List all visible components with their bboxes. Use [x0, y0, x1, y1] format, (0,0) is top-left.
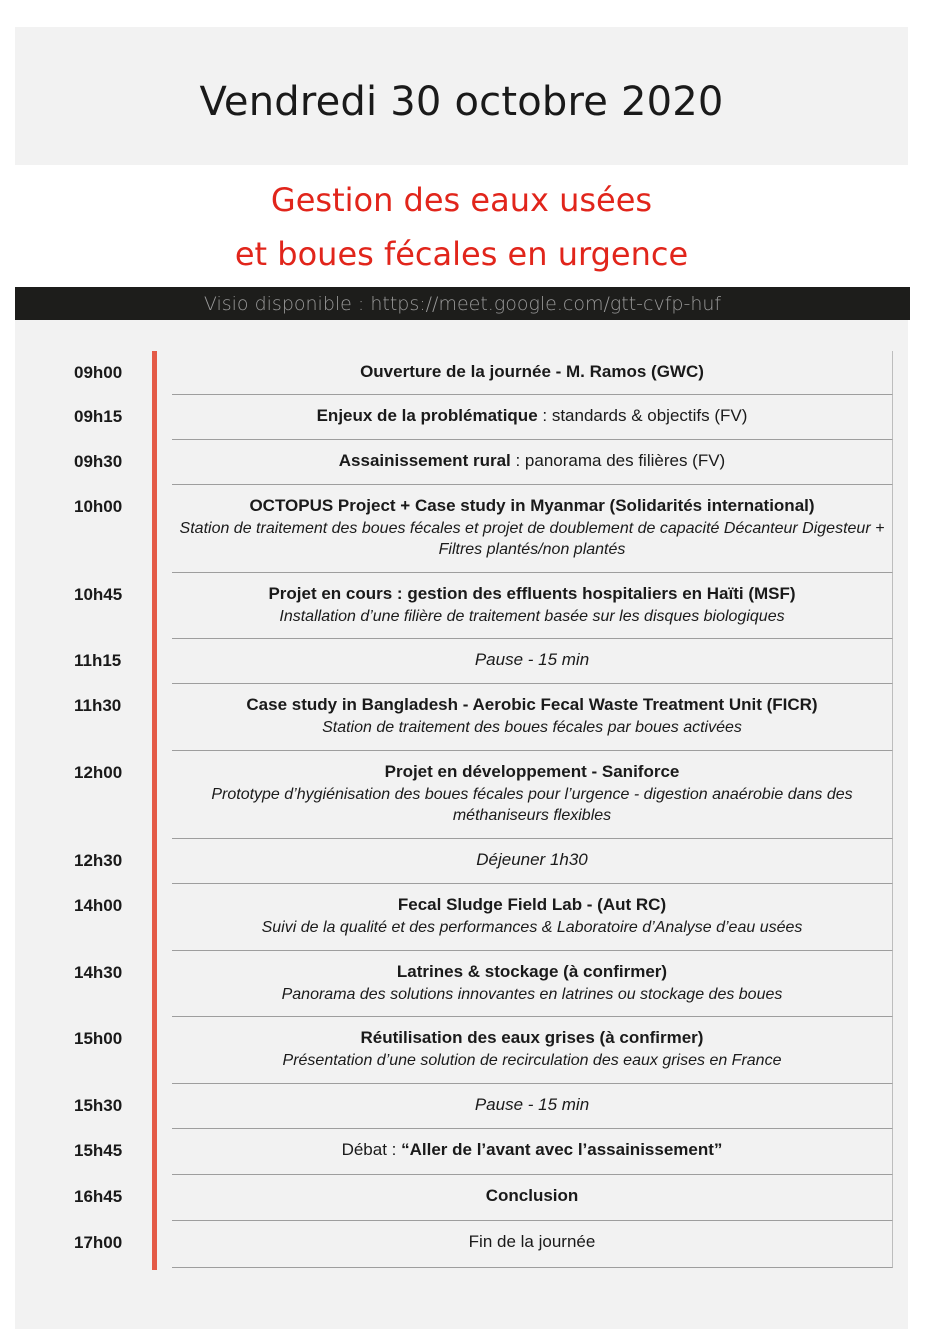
subtitle-block [15, 165, 908, 287]
schedule-title [172, 650, 892, 670]
schedule-description: Suivi de la qualité et des performances & Laboratoire d’Analyse d’eau usées [261, 919, 803, 936]
schedule-row [0, 1084, 940, 1129]
schedule-title [172, 962, 892, 982]
schedule-cell [172, 751, 893, 839]
schedule-title [172, 1140, 892, 1160]
schedule-title [172, 762, 892, 782]
schedule-row [0, 839, 940, 884]
schedule-description: Présentation d’une solution de recirculation des eaux grises en France [282, 1052, 782, 1069]
schedule-row [0, 1017, 940, 1084]
schedule-cell [172, 1017, 893, 1084]
schedule-description: Prototype d’hygiénisation des boues fécales pour l’urgence - digestion anaérobie dans des méthaniseurs flexibles [211, 786, 853, 824]
schedule-time: 15h00 [74, 1029, 123, 1048]
schedule-plain-label: Fin de la journée [468, 1232, 596, 1251]
schedule-cell [172, 395, 893, 440]
schedule-row [0, 1129, 940, 1175]
schedule-title [172, 895, 892, 915]
schedule-title-bold: Enjeux de la problématique [316, 406, 538, 425]
schedule-cell [172, 1129, 893, 1175]
schedule-time: 09h00 [74, 363, 123, 382]
schedule-title-bold: Assainissement rural [338, 451, 511, 470]
schedule-row [0, 639, 940, 684]
schedule-time: 12h00 [74, 763, 123, 782]
visio-banner [15, 287, 910, 320]
schedule-cell [172, 684, 893, 751]
schedule-cell [172, 1084, 893, 1129]
visio-link-text[interactable]: Visio disponible : https://meet.google.com/gtt-cvfp-huf [203, 292, 722, 315]
schedule-title-bold: OCTOPUS Project + Case study in Myanmar (Solidarités international) [249, 496, 815, 515]
schedule-title [172, 850, 892, 870]
schedule-cell [172, 951, 893, 1017]
schedule-title-bold: Projet en cours : gestion des effluents hospitaliers en Haïti (MSF) [268, 584, 796, 603]
schedule-time: 12h30 [74, 851, 123, 870]
schedule-time: 11h15 [74, 651, 122, 670]
schedule-title [172, 362, 892, 382]
page-title: Vendredi 30 octobre 2020 [199, 79, 724, 125]
schedule-title-bold: Conclusion [485, 1186, 579, 1205]
schedule-cell [172, 573, 893, 639]
schedule-cell [172, 440, 893, 485]
schedule-title [172, 695, 892, 715]
schedule-row [0, 1221, 940, 1268]
schedule-time: 10h45 [74, 585, 123, 604]
schedule-cell [172, 639, 893, 684]
schedule-title [172, 406, 892, 426]
schedule-time: 16h45 [74, 1187, 123, 1206]
schedule-description: Station de traitement des boues fécales et projet de doublement de capacité Décanteur Digesteur + Filtres plantés/non plantés [179, 520, 885, 558]
schedule-break-label: Déjeuner 1h30 [476, 850, 588, 869]
schedule-row [0, 573, 940, 639]
schedule-row [0, 440, 940, 485]
subtitle-line-1: Gestion des eaux usées [270, 181, 653, 219]
schedule-time: 14h00 [74, 896, 123, 915]
schedule-row [0, 1175, 940, 1221]
schedule-description: Station de traitement des boues fécales par boues activées [322, 719, 742, 736]
subtitle-line-2: et boues fécales en urgence [234, 235, 689, 273]
schedule-cell [172, 485, 893, 573]
schedule-time: 10h00 [74, 497, 123, 516]
schedule-title [172, 584, 892, 604]
schedule-title-bold: Case study in Bangladesh - Aerobic Fecal Waste Treatment Unit (FICR) [246, 695, 818, 714]
schedule-row [0, 485, 940, 573]
schedule-break-label: Pause - 15 min [474, 650, 590, 669]
schedule-cell [172, 839, 893, 884]
schedule-row [0, 351, 940, 395]
schedule-row [0, 884, 940, 951]
schedule-title-bold: Projet en développement - Saniforce [384, 762, 680, 781]
schedule-title-bold: Réutilisation des eaux grises (à confirmer) [360, 1028, 704, 1047]
schedule-title-rest: : standards & objectifs (FV) [537, 406, 748, 425]
schedule-time: 17h00 [74, 1233, 123, 1252]
schedule-cell [172, 884, 893, 951]
schedule-row [0, 684, 940, 751]
schedule-time: 15h30 [74, 1096, 123, 1115]
title-block [15, 27, 908, 165]
schedule-time: 09h30 [74, 452, 123, 471]
schedule-cell [172, 1221, 893, 1268]
schedule-time: 15h45 [74, 1141, 123, 1160]
schedule-time: 09h15 [74, 407, 123, 426]
schedule-title [172, 1028, 892, 1048]
schedule-title-bold: Latrines & stockage (à confirmer) [396, 962, 668, 981]
schedule-title-bold: Ouverture de la journée - M. Ramos (GWC) [360, 362, 704, 381]
schedule-title-prefix: Débat : [341, 1140, 402, 1159]
schedule-row [0, 751, 940, 839]
schedule-title [172, 1232, 892, 1252]
schedule-title-rest: : panorama des filières (FV) [510, 451, 726, 470]
schedule-break-label: Pause - 15 min [474, 1095, 590, 1114]
schedule-description: Panorama des solutions innovantes en latrines ou stockage des boues [281, 986, 783, 1003]
schedule-time: 14h30 [74, 963, 123, 982]
schedule-title [172, 1095, 892, 1115]
schedule-cell [172, 351, 893, 395]
schedule-title [172, 496, 892, 516]
schedule-row [0, 395, 940, 440]
schedule-description: Installation d’une filière de traitement basée sur les disques biologiques [279, 608, 785, 625]
schedule-row [0, 951, 940, 1017]
schedule-cell [172, 1175, 893, 1221]
schedule-title-bold: “Aller de l’avant avec l’assainissement” [401, 1140, 723, 1159]
schedule-title [172, 451, 892, 471]
schedule-time: 11h30 [74, 696, 122, 715]
schedule-title [172, 1186, 892, 1206]
schedule-title-bold: Fecal Sludge Field Lab - (Aut RC) [397, 895, 667, 914]
